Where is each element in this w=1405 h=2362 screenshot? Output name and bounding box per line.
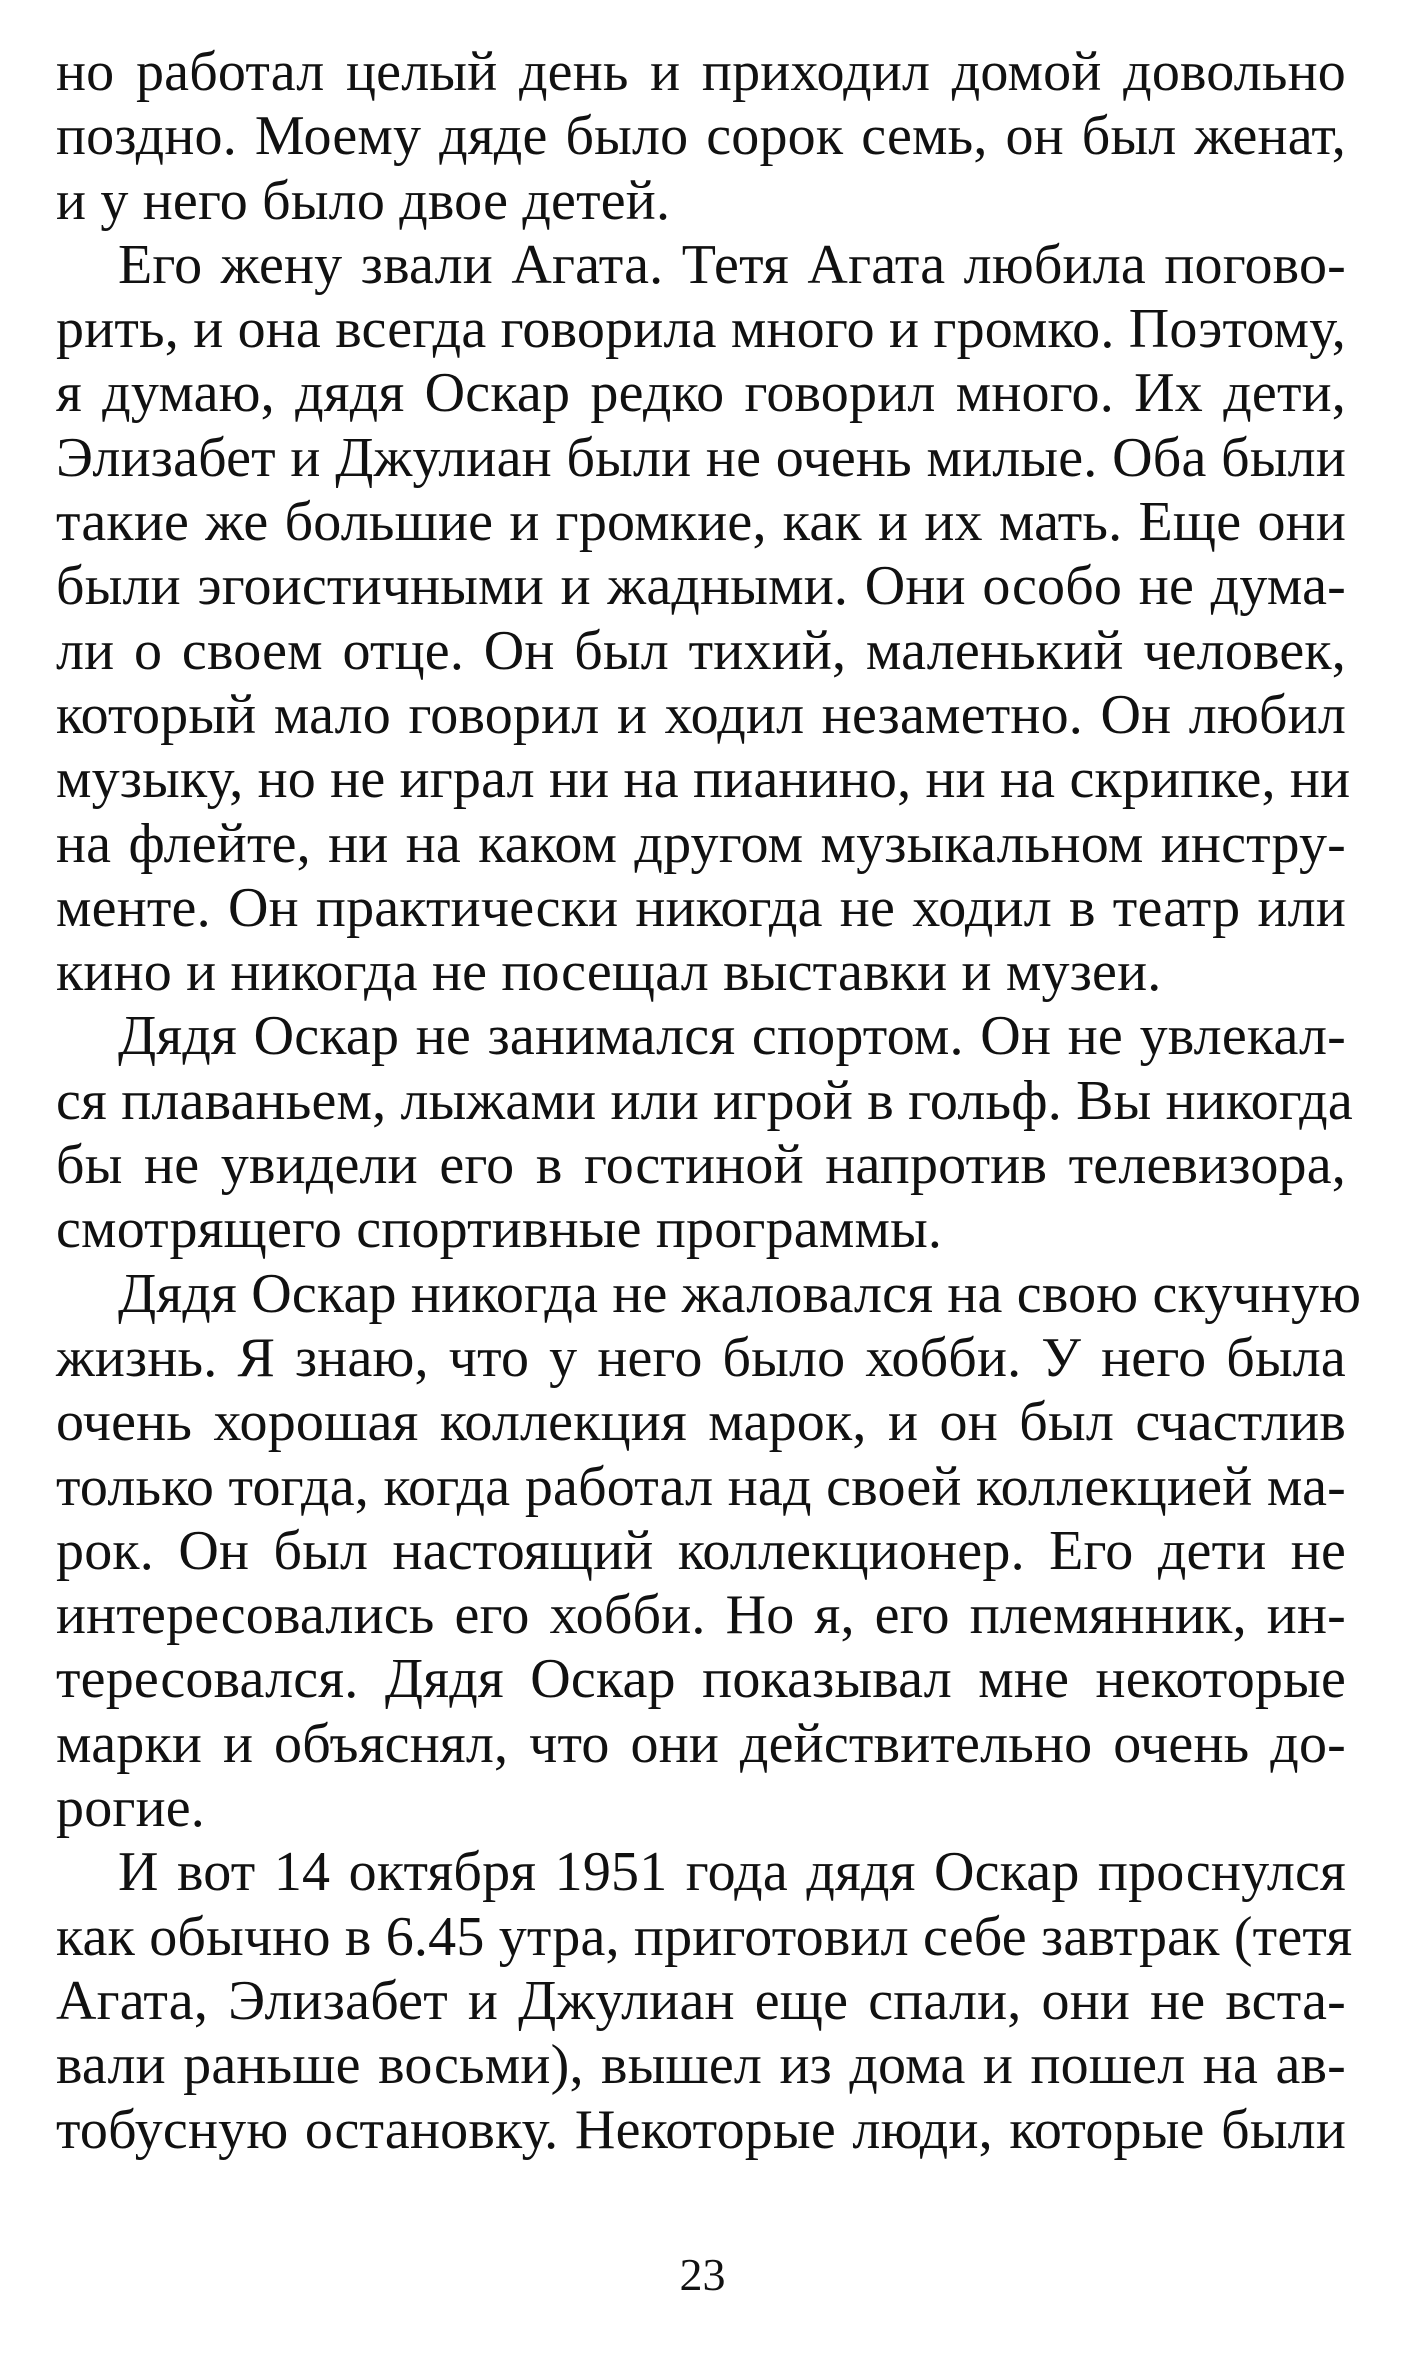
text-line: как обычно в 6.45 утра, приготовил себе завтрак (тетя xyxy=(56,1905,1353,1968)
text-line: Дядя Оскар не занимался спортом. Он не увлекал- xyxy=(118,1005,1346,1068)
paragraph-1 xyxy=(56,40,1346,233)
text-line: рить, и она всегда говорила много и громко. Поэтому, xyxy=(56,298,1346,361)
text-line: но работал целый день и приходил домой довольно xyxy=(56,41,1346,103)
text-line: который мало говорил и ходил незаметно. Он любил xyxy=(56,683,1346,746)
text-line: очень хорошая коллекция марок, и он был счастлив xyxy=(56,1391,1346,1454)
text-line: только тогда, когда работал над своей коллекцией ма- xyxy=(56,1455,1346,1518)
text-line: Агата, Элизабет и Джулиан еще спали, они не вста- xyxy=(56,1969,1346,2032)
text-line: жизнь. Я знаю, что у него было хобби. У него была xyxy=(56,1326,1346,1389)
text-line: менте. Он практически никогда не ходил в театр или xyxy=(56,876,1346,939)
paragraph-4 xyxy=(56,1262,1362,1841)
text-line: музыку, но не играл ни на пианино, ни на скрипке, ни xyxy=(56,748,1351,811)
text-line: Его жену звали Агата. Тетя Агата любила погово- xyxy=(118,233,1346,296)
text-line: я думаю, дядя Оскар редко говорил много. Их дети, xyxy=(56,362,1346,425)
page-text xyxy=(56,40,1362,2162)
text-line: вали раньше восьми), вышел из дома и пошел на ав- xyxy=(56,2034,1346,2097)
paragraph-5 xyxy=(56,1840,1353,2161)
text-line: Элизабет и Джулиан были не очень милые. Оба были xyxy=(56,426,1346,489)
text-line: ли о своем отце. Он был тихий, маленький человек, xyxy=(56,619,1346,682)
text-line: тобусную остановку. Некоторые люди, которые были xyxy=(56,2098,1346,2161)
paragraph-3 xyxy=(56,1004,1353,1261)
text-line: рок. Он был настоящий коллекционер. Его дети не xyxy=(56,1519,1346,1582)
text-line: ся плаваньем, лыжами или игрой в гольф. Вы никогда xyxy=(56,1069,1353,1132)
text-line: рогие. xyxy=(56,1777,205,1840)
text-line: такие же большие и громкие, как и их мать. Еще они xyxy=(56,491,1346,554)
text-line: тересовался. Дядя Оскар показывал мне некоторые xyxy=(56,1648,1346,1711)
text-line: были эгоистичными и жадными. Они особо не дума- xyxy=(56,555,1346,618)
text-line: и у него было двое детей. xyxy=(56,169,671,232)
paragraph-2 xyxy=(56,233,1351,1005)
text-line: поздно. Моему дяде было сорок семь, он был женат, xyxy=(56,105,1346,168)
text-line: бы не увидели его в гостиной напротив телевизора, xyxy=(56,1134,1346,1197)
text-line: И вот 14 октября 1951 года дядя Оскар проснулся xyxy=(118,1841,1346,1904)
text-line: интересовались его хобби. Но я, его племянник, ин- xyxy=(56,1584,1346,1647)
text-line: марки и объяснял, что они действительно очень до- xyxy=(56,1712,1346,1775)
text-line: кино и никогда не посещал выставки и музеи. xyxy=(56,941,1162,1004)
page-number: 23 xyxy=(679,2249,726,2300)
text-line: на флейте, ни на каком другом музыкальном инстру- xyxy=(56,812,1346,875)
text-line: смотрящего спортивные программы. xyxy=(56,1198,943,1261)
text-line: Дядя Оскар никогда не жаловался на свою скучную xyxy=(118,1262,1362,1325)
